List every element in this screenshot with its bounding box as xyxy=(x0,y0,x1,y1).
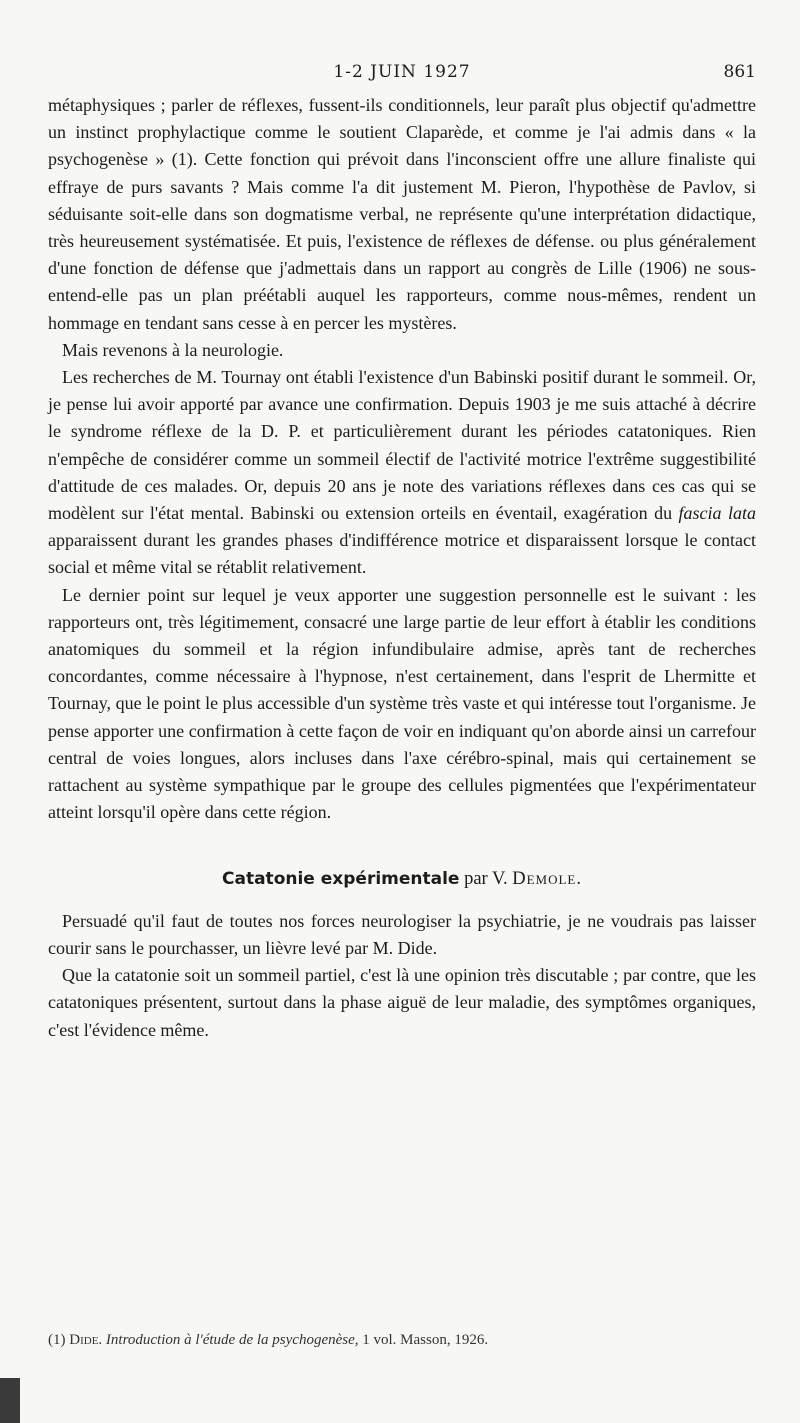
section-paragraph-1: Persuadé qu'il faut de toutes nos forces neurologiser la psychiatrie, je ne voudrais pas laisser courir sans le pourchasser, un lièvre levé par M. Dide. xyxy=(48,910,756,958)
header-date: 1-2 JUIN 1927 xyxy=(333,62,471,82)
section-by: par V. xyxy=(464,869,508,890)
page-number: 861 xyxy=(723,62,756,82)
paragraph-3-end: apparaissent durant les grandes phases d'indifférence motrice et disparaissent lorsque le contact social et même vital se rétablit relativement. xyxy=(48,530,756,578)
footnote-marker: (1) xyxy=(48,1332,66,1348)
section-author: Demole. xyxy=(512,869,582,890)
footnote-details: 1 vol. Masson, 1926. xyxy=(362,1332,489,1348)
article-body xyxy=(48,92,756,1044)
scan-edge-mark xyxy=(0,1378,20,1423)
section-heading xyxy=(48,866,756,893)
running-header xyxy=(48,62,756,86)
section-title: Catatonie expérimentale xyxy=(222,869,460,890)
section-paragraph-2: Que la catatonie soit un sommeil partiel, c'est là une opinion très discutable ; par contre, que les catatoniques présentent, surtout dans la phase aiguë de leur maladie, des symptômes organiques, c'est l'évidence même. xyxy=(48,965,756,1040)
italic-term: fascia lata xyxy=(678,503,757,524)
paragraph-3-text: Les recherches de M. Tournay ont établi l'existence d'un Babinski positif durant le sommeil. Or, je pense lui avoir apporté par avance une confirmation. Depuis 1903 je me suis attaché à décrire le syndrome réflexe de la D. P. et particulièrement durant les périodes catatoniques. Rien n'empêche de considérer comme un sommeil électif de l'activité motrice l'extrême suggestibilité d'attitude de ces malades. Or, depuis 20 ans je note des variations réflexes dans ces cas qui se modèlent sur l'état mental. Babinski ou extension orteils en éventail, exagération du xyxy=(48,367,756,524)
paragraph-4: Le dernier point sur lequel je veux apporter une suggestion personnelle est le suivant : les rapporteurs ont, très légitimement, consacré une large partie de leur effort à établir les conditions anatomiques du sommeil et la région infundibulaire admise, après tant de recherches concordantes, comme nécessaire à l'hypnose, n'est certainement, dans l'esprit de Lhermitte et Tournay, que le point le plus accessible d'un système très vaste et qui intéresse tout l'organisme. Je pense apporter une confirmation à cette façon de voir en indiquant qu'on aborde ainsi un carrefour central de voies longues, alors incluses dans l'axe cérébro-spinal, mais qui certainement se rattachent au système sympathique par le groupe des cellules pigmentées que l'expérimentateur atteint lorsqu'il opère dans cette région. xyxy=(48,584,756,823)
footnote xyxy=(48,1332,756,1349)
paragraph-3 xyxy=(48,364,756,582)
footnote-author: Dide. xyxy=(69,1332,103,1348)
footnote-title: Introduction à l'étude de la psychogenèse, xyxy=(105,1332,359,1348)
paragraph-1: métaphysiques ; parler de réflexes, fussent-ils conditionnels, leur paraît plus objectif qu'admettre un instinct prophylactique comme le soutient Claparède, et comme je l'ai admis dans « la psychogenèse » (1). Cette fonction qui prévoit dans l'inconscient offre une allure finaliste qui effraye de purs savants ? Mais comme l'a dit justement M. Pieron, l'hypothèse de Pavlov, si séduisante soit-elle dans son dogmatisme verbal, ne représente qu'une interprétation didactique, très heureusement systématisée. Et puis, l'existence de réflexes de défense. ou plus généralement d'une fonction de défense que j'admettais dans un rapport au congrès de Lille (1906) ne sous-entend-elle pas un plan préétabli auquel les rapporteurs, comme nous-mêmes, rendent un hommage en tendant sans cesse à en percer les mystères. xyxy=(48,95,756,333)
paragraph-2: Mais revenons à la neurologie. xyxy=(62,339,284,360)
